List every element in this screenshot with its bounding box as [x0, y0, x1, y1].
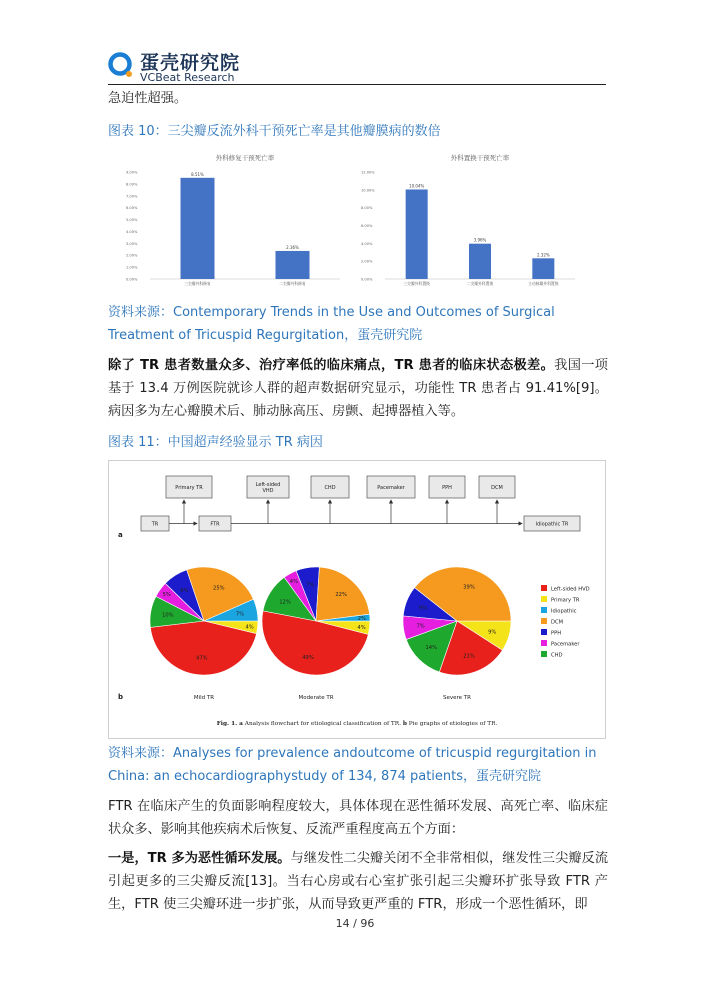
y-tick-label: 4.00% [361, 241, 373, 246]
flow-left-sided-vhd-text-2: VHD [262, 488, 274, 494]
y-tick-label: 7.00% [126, 194, 138, 199]
x-tick-label: 二尖瓣外科修复 [279, 281, 306, 286]
legend-label: Idiopathic [551, 608, 577, 615]
flow-primary-tr-text: Primary TR [175, 485, 203, 491]
y-tick-label: 2.00% [126, 253, 138, 258]
y-tick-label: 12.00% [361, 170, 375, 175]
legend-label: Pacemaker [551, 641, 580, 648]
pie-slice-label: 25% [213, 585, 225, 592]
figure-note-text-2: Pie graphs of etiologies of TR. [406, 721, 498, 727]
x-tick-label: 主动脉瓣外科置换 [528, 281, 559, 286]
continuation-text: 急迫性超强。 [108, 91, 188, 106]
flow-chd [311, 476, 349, 498]
pie-slice-label: 22% [335, 592, 347, 599]
bar-chart-1 [126, 153, 340, 286]
flow-dcm-text: DCM [491, 485, 503, 491]
legend-swatch [541, 640, 547, 646]
figure11-graphic [109, 461, 605, 738]
pie-slice-label: 7% [235, 611, 245, 618]
legend-swatch [541, 651, 547, 657]
flow-primary-tr [166, 476, 212, 498]
chart-title: 外科修复干预死亡率 [215, 154, 275, 162]
bar-value-label: 10.04% [409, 183, 425, 189]
flow-chd-text: CHD [324, 485, 336, 491]
y-tick-label: 4.00% [126, 229, 138, 234]
y-tick-label: 2.00% [361, 259, 373, 264]
y-tick-label: 6.00% [126, 206, 138, 211]
pie-slice-label: 10% [162, 612, 174, 619]
paragraph-ftr-impact: FTR 在临床产生的负面影响程度较大，具体体现在恶性循环发展、高死亡率、临床症状众多、影响其他疾病术后恢复、反流严重程度高五个方面： [108, 799, 608, 837]
flow-ftr-text: FTR [210, 521, 220, 528]
pie-slice-label: 4% [289, 578, 299, 585]
pie-slice-label: 49% [302, 654, 314, 661]
y-tick-label: 0.00% [361, 277, 373, 282]
figure-note-text-1: Analysis flowchart for etiological classification of TR. [242, 721, 403, 727]
x-tick-label: 三尖瓣外科置换 [403, 281, 430, 286]
pie-slice-label: 8% [180, 587, 189, 594]
pie-slice-label: 7% [416, 623, 425, 630]
x-tick-label: 二尖瓣外科置换 [466, 281, 494, 286]
bar-value-label: 2.32% [536, 252, 550, 258]
legend-label: Left-sided HVD [551, 586, 590, 593]
header-divider [108, 84, 606, 85]
pie-slice-label: 9% [488, 629, 497, 636]
flow-left-sided-vhd [247, 476, 289, 498]
panel-a-label: a [118, 531, 123, 539]
figure-note-a: Fig. 1. a [216, 721, 243, 727]
pie-slice-label: 12% [279, 599, 291, 606]
x-tick-label: 三尖瓣外科修复 [184, 281, 211, 286]
flow-idiopathic-tr [524, 516, 580, 531]
bar [469, 244, 491, 279]
bar-value-label: 8.51% [191, 171, 204, 177]
paragraph-vicious-cycle [108, 847, 608, 916]
bar [406, 189, 428, 279]
bar-chart-2 [361, 153, 575, 286]
chart-title: 外科置换干预死亡率 [450, 154, 510, 162]
bar [532, 258, 554, 279]
pie-slice-label: 4% [357, 624, 366, 631]
logo-english-name: VCBeat Research [140, 71, 235, 84]
flow-pacemaker [367, 476, 415, 498]
y-tick-label: 1.00% [126, 265, 138, 270]
pie-title: Moderate TR [298, 695, 334, 701]
legend-swatch [541, 585, 547, 591]
pie-chart-2 [262, 567, 370, 701]
flow-pacemaker-text: Pacemaker [377, 485, 405, 491]
figure-note-b: b [402, 721, 407, 727]
paragraph-clinical-status-lead: 除了 TR 患者数量众多、治疗率低的临床痛点，TR 患者的临床状态极差。 [108, 358, 555, 373]
legend-swatch [541, 596, 547, 602]
y-tick-label: 0.00% [126, 277, 138, 282]
panel-b-label: b [118, 693, 124, 701]
pie-title: Severe TR [443, 695, 471, 701]
legend-swatch [541, 618, 547, 624]
pie-slice-label: 9% [418, 605, 428, 612]
legend-swatch [541, 629, 547, 635]
flow-pph-text: PPH [442, 485, 452, 491]
y-tick-label: 8.00% [361, 206, 373, 211]
pie-chart-3 [403, 567, 511, 701]
pie-slice-label: 47% [196, 655, 208, 662]
y-tick-label: 8.00% [126, 182, 138, 187]
bar [181, 178, 215, 279]
y-tick-label: 6.00% [361, 224, 373, 228]
pie-slice-label: 4% [245, 624, 254, 631]
figure11-caption: 图表 11：中国超声经验显示 TR 病因 [108, 435, 323, 450]
pie-legend [541, 585, 590, 659]
paragraph-vicious-cycle-body: 与继发性二尖瓣关闭不全非常相似，继发性三尖瓣反流引起更多的三尖瓣反流[13]。当右心房或右心室扩张引起三尖瓣环扩张导致 FTR 产生，FTR 使三尖瓣环进一步扩张，从而导致更严重的 FTR，形成一个恶性循环，即 [108, 851, 609, 912]
figure11-frame [108, 460, 606, 739]
bar [276, 251, 310, 279]
y-tick-label: 3.00% [126, 241, 138, 246]
pie-title: Mild TR [193, 695, 215, 701]
paragraph-clinical-status-body: 我国一项基于 13.4 万例医院就诊人群的超声数据研究显示，功能性 TR 患者占 91.41%[9]。病因多为左心瓣膜术后、肺动脉高压、房颤、起搏器植入等。 [108, 358, 608, 419]
legend-swatch [541, 607, 547, 613]
page-number: 14 / 96 [335, 917, 375, 930]
y-tick-label: 9.00% [126, 170, 138, 175]
y-tick-label: 5.00% [126, 218, 138, 223]
bar-value-label: 3.96% [473, 237, 487, 243]
paragraph-vicious-cycle-lead: 一是，TR 多为恶性循环发展。 [108, 851, 291, 866]
legend-label: DCM [551, 619, 564, 626]
figure10-bar-charts [108, 148, 606, 288]
pie-slice-label: 39% [463, 584, 475, 591]
flow-tr-text: TR [151, 521, 159, 528]
flow-ftr [199, 516, 231, 531]
vcbeat-logo-icon [108, 52, 134, 78]
flow-left-sided-vhd-text-1: Left-sided [255, 482, 281, 488]
paragraph-clinical-status [108, 354, 608, 423]
figure-note [217, 721, 498, 727]
legend-label: CHD [551, 652, 563, 659]
y-tick-label: 10.00% [361, 188, 375, 193]
pie-slice-label: 21% [463, 653, 475, 660]
flow-pph [429, 476, 465, 498]
figure10-source: 资料来源：Contemporary Trends in the Use and Outcomes of Surgical Treatment of Tricuspid Regurgitation，蛋壳研究院 [108, 305, 555, 343]
figure11-source: 资料来源：Analyses for prevalence andoutcome of tricuspid regurgitation in China: an echocardiographystudy of 134, 874 patients，蛋壳研究院 [108, 746, 597, 784]
flow-idiopathic-tr-text: Idiopathic TR [535, 521, 569, 528]
pie-slice-label: 7% [306, 582, 315, 589]
pie-chart-1 [150, 567, 258, 701]
pie-slice-label: 5% [162, 592, 171, 599]
logo-chinese-name: 蛋壳研究院 [140, 52, 241, 74]
bar-value-label: 2.36% [286, 244, 299, 250]
legend-label: Primary TR [551, 597, 580, 604]
figure10-caption: 图表 10：三尖瓣反流外科干预死亡率是其他瓣膜病的数倍 [108, 124, 441, 139]
flow-tr [141, 516, 169, 531]
pie-slice-label: 14% [425, 645, 438, 652]
pie-slice-label: 2% [357, 616, 366, 623]
legend-label: PPH [551, 630, 562, 637]
flow-dcm [479, 476, 515, 498]
